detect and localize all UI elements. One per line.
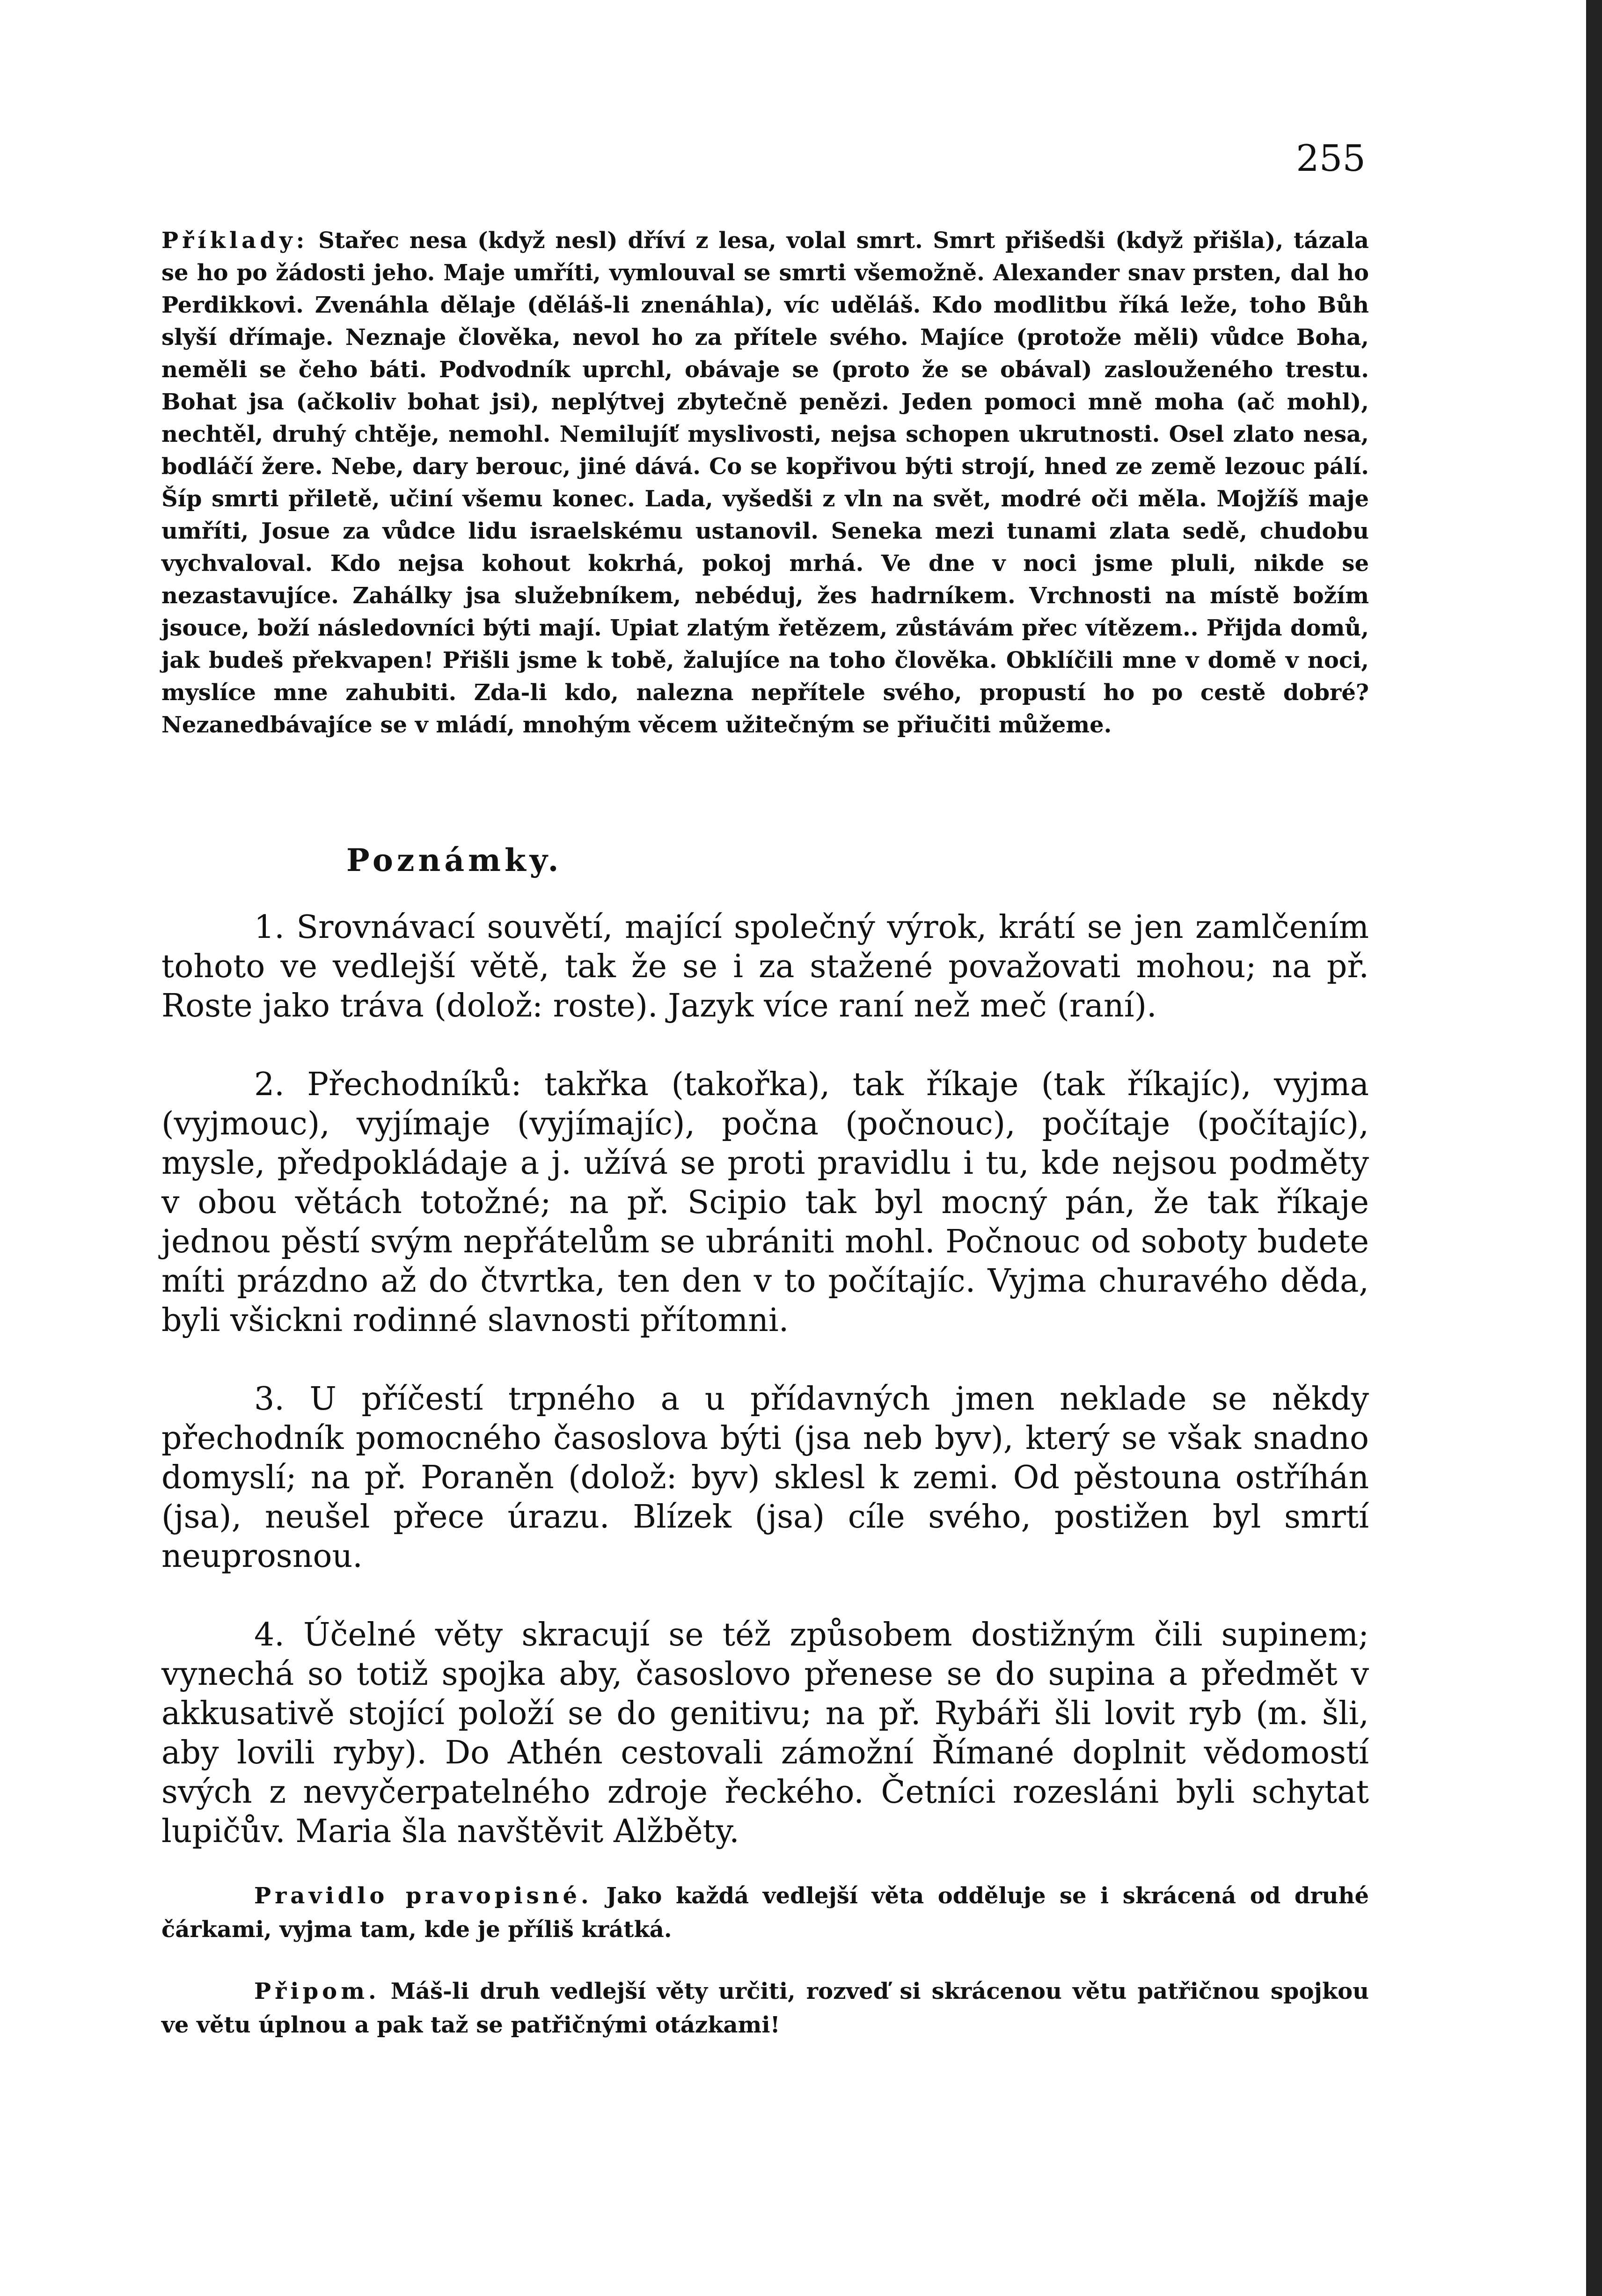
- notes-section: [161, 908, 1369, 1851]
- note-2: 2. Přechodníků: takřka (takořka), tak říkaje (tak říkajíc), vyjma (vyjmouc), vyjímaje (vyjímajíc), počna (počnouc), počítaje (počítajíc), mysle, předpokládaje a j. užívá se proti pravidlu i tu, kde nejsou podměty v obou větách totožné; na př. Scipio tak byl mocný pán, že tak říkaje jednou pěstí svým nepřátelům se ubrániti mohl. Počnouc od soboty budete míti prázdno až do čtvrtka, ten den v to počítajíc. Vyjma churavého děda, byli všickni rodinné slavnosti přítomni.: [161, 1066, 1369, 1339]
- notes-heading: Poznámky.: [346, 842, 563, 878]
- remark: [161, 1974, 1369, 2042]
- spelling-rule-label: Pravidlo pravopisné.: [254, 1883, 593, 1909]
- spelling-rule-text: Jako každá vedlejší věta odděluje se i skrácená od druhé čárkami, vyjma tam, kde je příliš krátká.: [161, 1883, 1369, 1943]
- examples-paragraph: [161, 225, 1369, 741]
- scan-edge: [1586, 0, 1602, 2296]
- note-4: 4. Účelné věty skracují se též způsobem dostižným čili supinem; vynechá so totiž spojka aby, časoslovo přenese se do supina a předmět v akkusativě stojící položí se do genitivu; na př. Rybáři šli lovit ryb (m. šli, aby lovili ryby). Do Athén cestovali zámožní Římané doplnit vědomostí svých z nevyčerpatelného zdroje řeckého. Četníci rozesláni byli schytat lupičův. Maria šla navštěvit Alžběty.: [161, 1616, 1369, 1850]
- note-3: 3. U příčestí trpného a u přídavných jmen neklade se někdy přechodník pomocného časoslova býti (jsa neb byv), který se však snadno domyslí; na př. Poraněn (dolož: byv) sklesl k zemi. Od pěstouna ostříhán (jsa), neušel přece úrazu. Blízek (jsa) cíle svého, postižen byl smrtí neuprosnou.: [161, 1381, 1369, 1575]
- remark-text: Máš-li druh vedlejší věty určiti, rozveď si skrácenou větu patřičnou spojkou ve větu úplnou a pak taž se patřičnými otázkami!: [161, 1978, 1369, 2038]
- rules-section: [161, 1879, 1369, 2042]
- examples-text: Stařec nesa (když nesl) dříví z lesa, volal smrt. Smrt přišedši (když přišla), tázala se ho po žádosti jeho. Maje umříti, vymlouval se smrti všemožně. Alexander snav prsten, dal ho Perdikkovi. Zvenáhla dělaje (děláš-li znenáhla), víc uděláš. Kdo modlitbu říká leže, toho Bůh slyší dřímaje. Neznaje člověka, nevol ho za přítele svého. Majíce (protože měli) vůdce Boha, neměli se čeho báti. Podvodník uprchl, obávaje se (proto že se obával) zaslouženého trestu. Bohat jsa (ačkoliv bohat jsi), neplýtvej zbytečně penězi. Jeden pomoci mně moha (ač mohl), nechtěl, druhý chtěje, nemohl. Nemilujíť myslivosti, nejsa schopen ukrutnosti. Osel zlato nesa, bodláčí žere. Nebe, dary berouc, jiné dává. Co se kopřivou býti strojí, hned ze země lezouc pálí. Šíp smrti přiletě, učiní všemu konec. Lada, vyšedši z vln na svět, modré oči měla. Mojžíš maje umříti, Josue za vůdce lidu israelskému ustanovil. Seneka mezi tunami zlata sedě, chudobu vychvaloval. Kdo nejsa kohout kokrhá, pokoj mrhá. Ve dne v noci jsme pluli, nikde se nezastavujíce. Zahálky jsa služebníkem, nebéduj, žes hadrníkem. Vrchnosti na místě božím jsouce, boží následovníci býti mají. Upiat zlatým řetězem, zůstávám přec vítězem.. Přijda domů, jak budeš překvapen! Přišli jsme k tobě, žalujíce na toho člověka. Obklíčili mne v domě v noci, myslíce mne zahubiti. Zda-li kdo, nalezna nepřítele svého, propustí ho po cestě dobré? Nezanedbávajíce se v mládí, mnohým věcem užitečným se přiučiti můžeme.: [161, 227, 1369, 738]
- note-1: 1. Srovnávací souvětí, mající společný výrok, krátí se jen zamlčením tohoto ve vedlejší větě, tak že se i za stažené považovati mohou; na př. Roste jako tráva (dolož: roste). Jazyk více raní než meč (raní).: [161, 909, 1369, 1024]
- examples-label: Příklady:: [161, 227, 308, 254]
- remark-label: Připom.: [254, 1978, 380, 2004]
- page-number: 255: [1296, 138, 1366, 180]
- spelling-rule: [161, 1879, 1369, 1946]
